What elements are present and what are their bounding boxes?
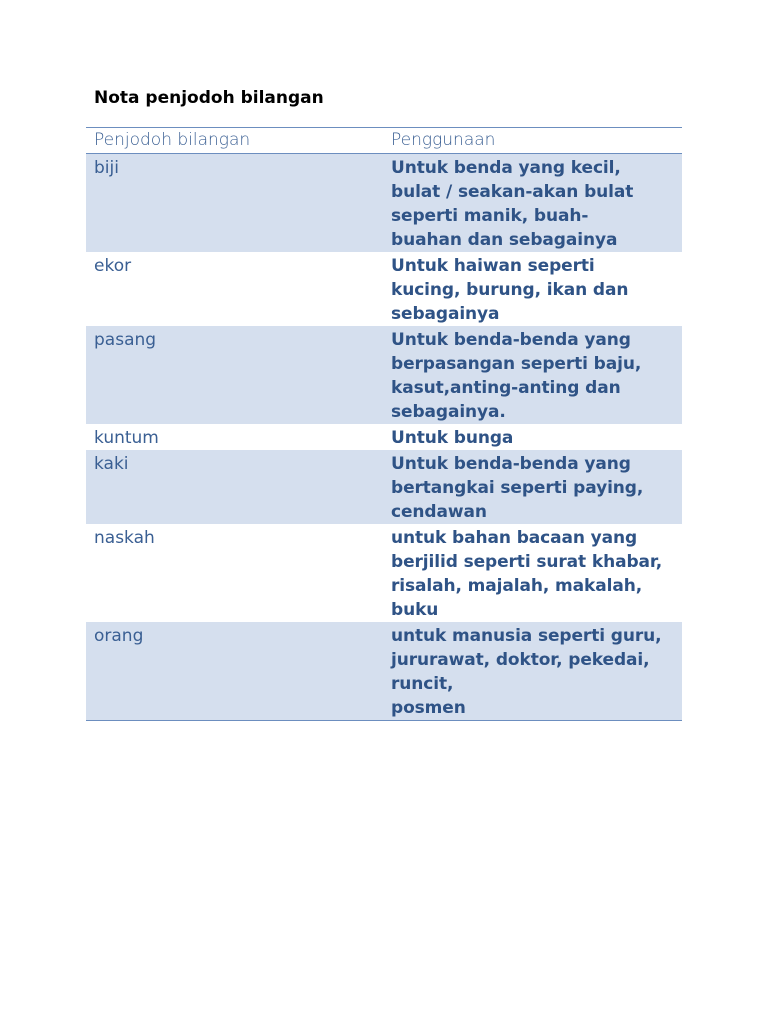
usage-line: Untuk benda-benda yang <box>391 454 631 474</box>
usage-line: sebagainya <box>391 304 500 324</box>
usage-line: untuk bahan bacaan yang <box>391 528 638 548</box>
table-row <box>86 326 682 424</box>
usage-line: seperti manik, buah- <box>391 206 589 226</box>
table-body <box>86 154 682 721</box>
column-header-usage: Penggunaan <box>385 128 682 154</box>
table-row <box>86 154 682 253</box>
usage-line: kucing, burung, ikan dan <box>391 280 629 300</box>
term-cell: biji <box>86 154 385 253</box>
usage-line: untuk manusia seperti guru, <box>391 626 662 646</box>
table-row <box>86 622 682 721</box>
term-cell: kuntum <box>94 428 159 448</box>
usage-line: sebagainya. <box>391 402 506 422</box>
usage-line: buku <box>391 600 439 620</box>
usage-line: posmen <box>391 698 466 718</box>
term-cell: naskah <box>94 528 155 548</box>
usage-line: runcit, <box>391 674 454 694</box>
usage-cell <box>385 524 682 622</box>
table-header-row <box>86 128 682 154</box>
term-cell: kaki <box>86 450 385 524</box>
usage-cell <box>385 154 682 253</box>
column-header-term: Penjodoh bilangan <box>86 128 385 154</box>
term-cell: ekor <box>94 256 132 276</box>
usage-line: jururawat, doktor, pekedai, <box>391 650 650 670</box>
table-header <box>86 128 682 154</box>
usage-cell <box>385 326 682 424</box>
usage-line: bulat / seakan-akan bulat <box>391 182 634 202</box>
table-row <box>86 252 682 326</box>
usage-line: berjilid seperti surat khabar, <box>391 552 663 572</box>
usage-line: cendawan <box>391 502 487 522</box>
term-cell: pasang <box>86 326 385 424</box>
usage-cell <box>385 424 682 450</box>
usage-cell <box>385 252 682 326</box>
penjodoh-bilangan-table <box>86 127 682 721</box>
usage-cell <box>385 450 682 524</box>
usage-line: buahan dan sebagainya <box>391 230 618 250</box>
usage-line: Untuk benda-benda yang <box>391 330 631 350</box>
usage-cell <box>385 622 682 721</box>
usage-line: Untuk bunga <box>391 428 514 448</box>
usage-line: Untuk haiwan seperti <box>391 256 595 276</box>
table-row <box>86 424 682 450</box>
table-row <box>86 524 682 622</box>
usage-line: berpasangan seperti baju, <box>391 354 642 374</box>
usage-line: kasut,anting-anting dan <box>391 378 621 398</box>
usage-line: Untuk benda yang kecil, <box>391 158 621 178</box>
table-row <box>86 450 682 524</box>
document-title: Nota penjodoh bilangan <box>94 88 324 108</box>
term-cell: orang <box>86 622 385 721</box>
usage-line: risalah, majalah, makalah, <box>391 576 643 596</box>
usage-line: bertangkai seperti paying, <box>391 478 644 498</box>
